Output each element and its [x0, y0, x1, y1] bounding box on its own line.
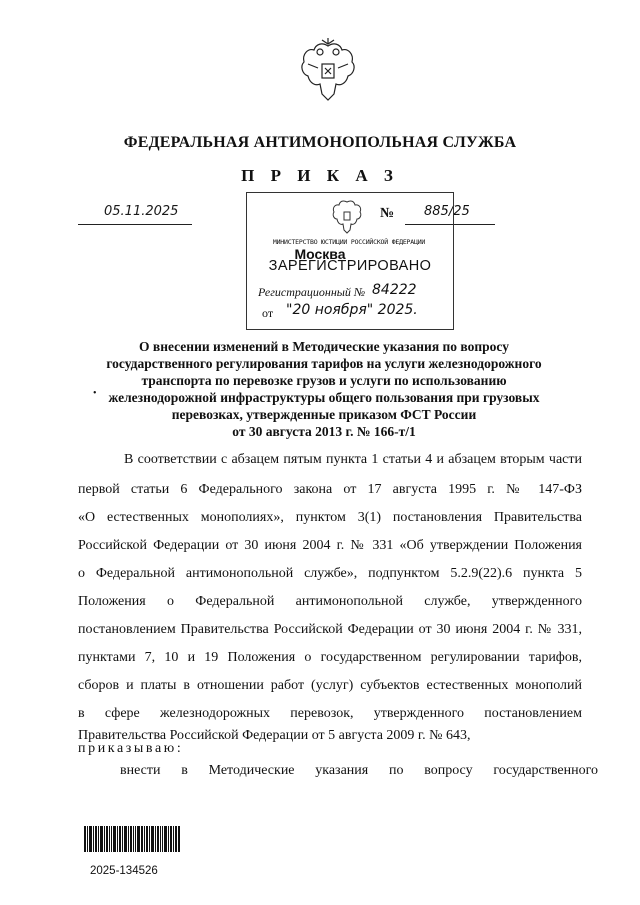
body-line: в сфере железнодорожных перевозок, утвержденного постановлением [78, 706, 582, 721]
title-line: от 30 августа 2013 г. № 166-т/1 [232, 424, 416, 439]
body-line: о Федеральной антимонопольной службе», подпунктом 5.2.9(22).6 пункта 5 [78, 566, 582, 581]
title-line: О внесении изменений в Методические указания по вопросу [139, 339, 509, 354]
registration-label: Регистрационный № [258, 285, 366, 299]
body-line-final: внести в Методические указания по вопросу государственного [120, 763, 598, 778]
body-line: Положения о Федеральной антимонопольной службе, утвержденного [78, 594, 582, 609]
body-line: первой статьи 6 Федерального закона от 17 августа 1995 г. № 147-ФЗ [78, 482, 582, 497]
registration-date-prefix: от [262, 306, 274, 320]
title-line: железнодорожной инфраструктуры общего пользования при грузовых [108, 390, 540, 405]
registration-number: 84222 [372, 282, 417, 298]
agency-name: ФЕДЕРАЛЬНАЯ АНТИМОНОПОЛЬНАЯ СЛУЖБА [123, 134, 517, 151]
order-title [84, 338, 564, 440]
body-line: «О естественных монополиях», пунктом 3(1) постановления Правительства [78, 510, 582, 525]
order-date: 05.11.2025 [104, 204, 179, 219]
registration-date: "20 ноября" 2025. [286, 302, 418, 318]
body-line: Правительства Российской Федерации от 5 августа 2009 г. № 643, [78, 728, 471, 743]
coat-of-arms-icon [296, 38, 360, 108]
date-underline [78, 224, 192, 225]
body-line: пунктами 7, 10 и 19 Положения о государственном регулировании тарифов, [78, 650, 582, 665]
body-line: В соответствии с абзацем пятым пункта 1 статьи 4 и абзацем вторым части [124, 452, 582, 467]
stamp-status: ЗАРЕГИСТРИРОВАНО [268, 258, 432, 274]
title-line: транспорта по перевозке грузов и услуги по использованию [141, 373, 507, 388]
order-number: 885/25 [424, 204, 470, 219]
document-type: П Р И К А З [241, 166, 399, 185]
barcode-icon [84, 826, 180, 852]
body-line: Российской Федерации от 30 июня 2004 г. № 331 «Об утверждении Положения [78, 538, 582, 553]
title-line: государственного регулирования тарифов на услуги железнодорожного [106, 356, 542, 371]
margin-mark: • [93, 388, 97, 399]
order-word: приказываю: [78, 741, 184, 756]
body-line: постановлением Правительства Российской Федерации от 30 июня 2004 г. № 331, [78, 622, 582, 637]
stamp-ministry: МИНИСТЕРСТВО ЮСТИЦИИ РОССИЙСКОЙ ФЕДЕРАЦИИ [272, 238, 426, 246]
registration-code: 2025-134526 [90, 865, 158, 877]
city: Москва [294, 246, 346, 262]
title-line: перевозках, утвержденные приказом ФСТ России [171, 407, 477, 422]
stamp-emblem-icon [330, 198, 364, 236]
number-sign: № [380, 206, 395, 221]
body-line: сборов и платы в отношении работ (услуг) субъектов естественных монополий [78, 678, 582, 693]
